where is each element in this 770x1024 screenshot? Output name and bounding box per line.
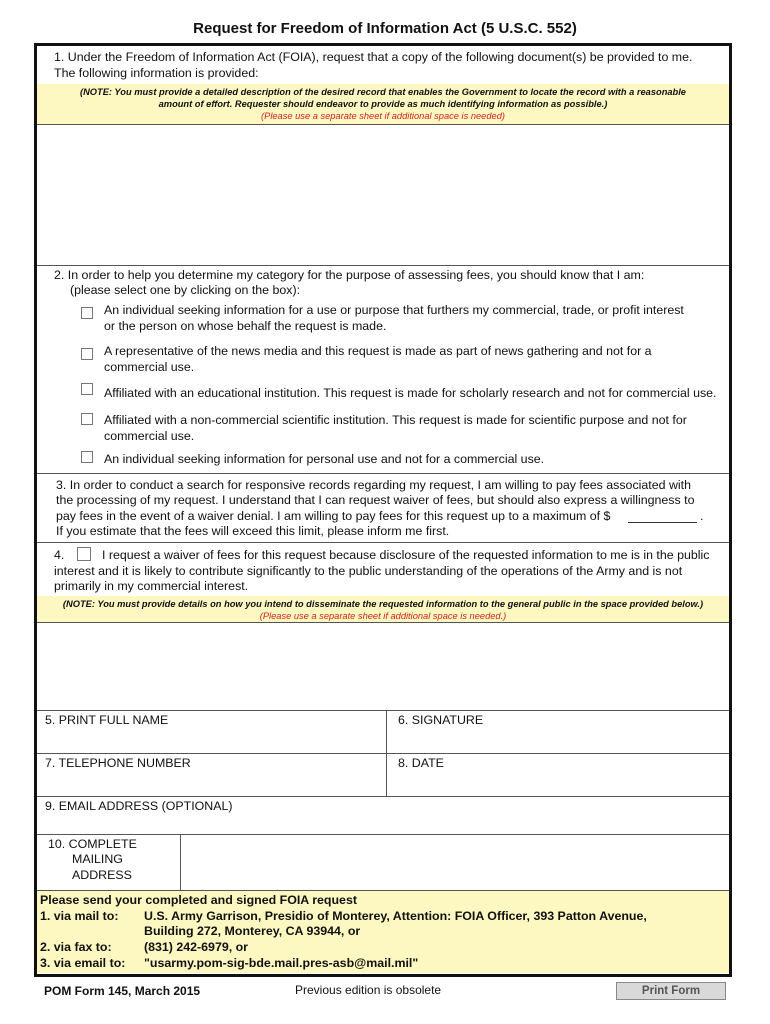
send-heading: Please send your completed and signed FOIA request xyxy=(40,893,357,907)
max-fee-underline xyxy=(628,522,697,523)
fee-option-1-line1: An individual seeking information for a use or purpose that furthers my commercial, trade, or profit interest xyxy=(104,303,684,317)
mail-address-line2: Building 272, Monterey, CA 93944, or xyxy=(144,924,361,938)
section1-note-red: (Please use a separate sheet if additional space is needed) xyxy=(261,111,505,121)
fee-category-checkbox-commercial[interactable] xyxy=(81,307,93,319)
divider xyxy=(37,542,729,543)
section4-note-line: (NOTE: You must provide details on how you intend to disseminate the requested information to the general public in the space provided below.) xyxy=(62,599,704,609)
divider xyxy=(37,473,729,474)
fee-option-4-line2: commercial use. xyxy=(104,429,195,443)
full-name-label: 5. PRINT FULL NAME xyxy=(45,713,169,727)
section4-line1: I request a waiver of fees for this request because disclosure of the requested information to me is in the public xyxy=(102,548,710,562)
fee-category-checkbox-news-media[interactable] xyxy=(81,348,93,360)
section4-line2: interest and it is likely to contribute significantly to the public understanding of the operations of the Army and is not xyxy=(54,564,683,578)
mail-address-line1: U.S. Army Garrison, Presidio of Monterey, Attention: FOIA Officer, 393 Patton Avenue, xyxy=(144,909,647,923)
max-fee-input[interactable] xyxy=(628,508,697,522)
date-input[interactable] xyxy=(387,773,728,795)
section1-note xyxy=(37,84,729,124)
divider xyxy=(37,710,729,711)
section4-line3: primarily in my commercial interest. xyxy=(54,579,249,593)
fee-option-3-line1: Affiliated with an educational institution. This request is made for scholarly research and not for commercial use. xyxy=(104,386,717,400)
mail-label: 1. via mail to: xyxy=(40,909,119,923)
mailing-address-label-1: 10. COMPLETE xyxy=(48,837,137,851)
divider xyxy=(37,265,729,266)
divider xyxy=(37,622,729,623)
section3-line3-end: . xyxy=(700,509,704,523)
date-label: 8. DATE xyxy=(398,756,444,770)
full-name-input[interactable] xyxy=(38,730,385,752)
section3-line4: If you estimate that the fees will exceed this limit, please inform me first. xyxy=(56,524,450,538)
telephone-label: 7. TELEPHONE NUMBER xyxy=(45,756,191,770)
signature-input[interactable] xyxy=(387,730,728,752)
print-form-button[interactable]: Print Form xyxy=(616,982,726,1000)
form-id: POM Form 145, March 2015 xyxy=(44,984,201,998)
divider xyxy=(37,834,729,835)
fee-category-checkbox-scientific[interactable] xyxy=(81,413,93,425)
fee-category-checkbox-educational[interactable] xyxy=(81,383,93,395)
fee-option-5-line1: An individual seeking information for personal use and not for a commercial use. xyxy=(104,452,545,466)
section1-line1: 1. Under the Freedom of Information Act (FOIA), request that a copy of the following document(s) be provided to me. xyxy=(54,50,693,64)
fee-option-1-line2: or the person on whose behalf the request is made. xyxy=(104,319,387,333)
section1-note-line1: (NOTE: You must provide a detailed description of the desired record that enables the Government to locate the record with a reasonable xyxy=(80,87,686,97)
telephone-input[interactable] xyxy=(38,773,385,795)
divider xyxy=(37,753,729,754)
email-input[interactable] xyxy=(38,815,728,833)
section1-note-line2: amount of effort. Requester should endeavor to provide as much identifying information as possible.) xyxy=(158,99,608,109)
dissemination-details-field[interactable] xyxy=(38,624,728,709)
section4-note xyxy=(37,596,729,622)
fee-option-2-line2: commercial use. xyxy=(104,360,195,374)
fax-label: 2. via fax to: xyxy=(40,940,112,954)
section3-line3: pay fees in the event of a waiver denial. I am willing to pay fees for this request up to a maximum of $ xyxy=(56,509,611,523)
signature-label: 6. SIGNATURE xyxy=(398,713,484,727)
fax-number: (831) 242-6979, or xyxy=(144,940,249,954)
email-label: 9. EMAIL ADDRESS (OPTIONAL) xyxy=(45,799,233,813)
fee-option-4-line1: Affiliated with a non-commercial scientific institution. This request is made for scientific purpose and not for xyxy=(104,413,687,427)
edition-note: Previous edition is obsolete xyxy=(295,983,442,997)
section4-note-red: (Please use a separate sheet if additional space is needed.) xyxy=(259,611,507,621)
mailing-address-input[interactable] xyxy=(181,836,728,890)
section4-number: 4. xyxy=(54,548,65,562)
mailing-address-label-2: MAILING xyxy=(72,852,123,866)
section1-line2: The following information is provided: xyxy=(54,66,259,80)
section2-line2: (please select one by clicking on the box): xyxy=(70,283,301,297)
email-send-address: "usarmy.pom-sig-bde.mail.pres-asb@mail.mil" xyxy=(144,956,419,970)
fee-category-checkbox-personal[interactable] xyxy=(81,451,93,463)
document-description-field[interactable] xyxy=(38,126,728,264)
form-title: Request for Freedom of Information Act (5 U.S.C. 552) xyxy=(193,20,577,37)
fee-option-2-line1: A representative of the news media and this request is made as part of news gathering and not for a xyxy=(104,344,652,358)
divider xyxy=(37,124,729,125)
section2-line1: 2. In order to help you determine my category for the purpose of assessing fees, you should know that I am: xyxy=(54,268,645,282)
mailing-address-label-3: ADDRESS xyxy=(72,868,132,882)
section3-line2: the processing of my request. I understand that I can request waiver of fees, but should also express a willingness to xyxy=(56,493,695,507)
email-send-label: 3. via email to: xyxy=(40,956,126,970)
fee-waiver-checkbox[interactable] xyxy=(77,547,91,561)
section3-line1: 3. In order to conduct a search for responsive records regarding my request, I am willing to pay fees associated with xyxy=(56,478,691,492)
divider xyxy=(37,796,729,797)
